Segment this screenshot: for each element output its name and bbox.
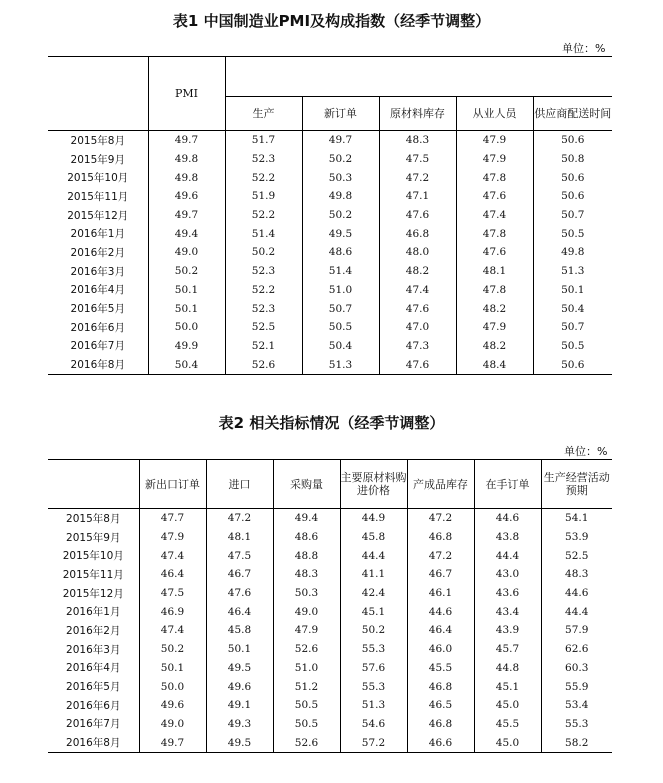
row-month: 2016年7月: [66, 718, 121, 731]
value-cell: 49.7: [302, 131, 379, 150]
table-row: [48, 318, 612, 337]
table1-unit: 单位：%: [562, 42, 606, 55]
value-cell: 49.6: [206, 677, 273, 696]
row-month: 2016年2月: [70, 246, 125, 259]
column-header: 在手订单: [474, 460, 541, 509]
value-cell: 54.6: [340, 715, 407, 734]
row-month: 2016年3月: [66, 643, 121, 656]
table-row: [48, 677, 612, 696]
table2-title: 表2 相关指标情况（经季节调整）: [218, 414, 445, 432]
row-month: 2016年6月: [66, 699, 121, 712]
value-cell: 49.7: [139, 733, 206, 752]
value-cell: 48.3: [541, 565, 612, 584]
value-cell: 45.8: [206, 621, 273, 640]
value-cell: 47.5: [379, 150, 456, 169]
value-cell: 47.2: [407, 509, 474, 528]
value-cell: 46.8: [379, 224, 456, 243]
value-cell: 44.4: [541, 602, 612, 621]
value-cell: 55.9: [541, 677, 612, 696]
value-cell: 44.8: [474, 659, 541, 678]
value-cell: 50.5: [533, 337, 612, 356]
table-row: [48, 337, 612, 356]
pmi-table: [48, 56, 612, 375]
column-header: 生产: [225, 97, 302, 131]
value-cell: 47.6: [379, 299, 456, 318]
value-cell: 47.8: [456, 168, 533, 187]
value-cell: 43.0: [474, 565, 541, 584]
value-cell: 47.9: [456, 150, 533, 169]
value-cell: 48.6: [302, 243, 379, 262]
value-cell: 60.3: [541, 659, 612, 678]
value-cell: 52.5: [225, 318, 302, 337]
row-month: 2016年5月: [70, 303, 125, 316]
row-month: 2015年9月: [66, 531, 121, 544]
table2-unit: 单位：%: [564, 445, 608, 458]
value-cell: 50.4: [533, 299, 612, 318]
value-cell: 53.4: [541, 696, 612, 715]
row-month: 2016年6月: [70, 321, 125, 334]
value-cell: 46.5: [407, 696, 474, 715]
value-cell: 47.9: [456, 318, 533, 337]
value-cell: 44.4: [340, 546, 407, 565]
value-cell: 48.6: [273, 528, 340, 547]
value-cell: 44.9: [340, 509, 407, 528]
value-cell: 42.4: [340, 584, 407, 603]
corner-cell: [48, 460, 139, 509]
value-cell: 43.6: [474, 584, 541, 603]
value-cell: 51.3: [302, 355, 379, 374]
value-cell: 49.0: [148, 243, 225, 262]
value-cell: 50.1: [148, 281, 225, 300]
value-cell: 49.0: [139, 715, 206, 734]
value-cell: 44.6: [474, 509, 541, 528]
value-cell: 45.8: [340, 528, 407, 547]
value-cell: 52.2: [225, 206, 302, 225]
value-cell: 50.0: [148, 318, 225, 337]
table1-title: 表1 中国制造业PMI及构成指数（经季节调整）: [172, 12, 491, 30]
column-header: 主要原材料购进价格: [340, 460, 407, 509]
value-cell: 52.3: [225, 150, 302, 169]
value-cell: 53.9: [541, 528, 612, 547]
value-cell: 49.0: [273, 602, 340, 621]
row-month: 2015年10月: [67, 172, 129, 185]
value-cell: 44.6: [407, 602, 474, 621]
value-cell: 47.4: [139, 621, 206, 640]
row-month: 2016年8月: [70, 359, 125, 372]
value-cell: 49.3: [206, 715, 273, 734]
value-cell: 52.1: [225, 337, 302, 356]
value-cell: 45.0: [474, 696, 541, 715]
value-cell: 45.7: [474, 640, 541, 659]
value-cell: 50.2: [302, 150, 379, 169]
value-cell: 46.7: [407, 565, 474, 584]
value-cell: 52.6: [225, 355, 302, 374]
value-cell: 48.3: [273, 565, 340, 584]
value-cell: 47.6: [379, 206, 456, 225]
value-cell: 51.3: [340, 696, 407, 715]
value-cell: 51.4: [302, 262, 379, 281]
table-row: [48, 733, 612, 752]
value-cell: 51.0: [302, 281, 379, 300]
value-cell: 49.8: [148, 168, 225, 187]
value-cell: 50.1: [206, 640, 273, 659]
value-cell: 44.4: [474, 546, 541, 565]
value-cell: 46.4: [206, 602, 273, 621]
value-cell: 48.1: [456, 262, 533, 281]
value-cell: 47.4: [456, 206, 533, 225]
value-cell: 50.1: [533, 281, 612, 300]
value-cell: 50.3: [273, 584, 340, 603]
value-cell: 50.6: [533, 131, 612, 150]
value-cell: 43.4: [474, 602, 541, 621]
row-month: 2016年5月: [66, 681, 121, 694]
value-cell: 46.4: [407, 621, 474, 640]
value-cell: 47.6: [456, 243, 533, 262]
row-month: 2016年4月: [70, 284, 125, 297]
value-cell: 52.2: [225, 281, 302, 300]
value-cell: 51.3: [533, 262, 612, 281]
value-cell: 49.8: [148, 150, 225, 169]
value-cell: 46.8: [407, 677, 474, 696]
value-cell: 52.3: [225, 262, 302, 281]
value-cell: 47.3: [379, 337, 456, 356]
value-cell: 50.6: [533, 168, 612, 187]
value-cell: 55.3: [340, 677, 407, 696]
value-cell: 52.6: [273, 640, 340, 659]
value-cell: 50.5: [273, 715, 340, 734]
table-row: [48, 150, 612, 169]
value-cell: 58.2: [541, 733, 612, 752]
value-cell: 47.2: [379, 168, 456, 187]
table-row: [48, 206, 612, 225]
value-cell: 47.9: [139, 528, 206, 547]
value-cell: 49.4: [148, 224, 225, 243]
value-cell: 50.1: [148, 299, 225, 318]
table-row: [48, 509, 612, 528]
corner-cell: [48, 57, 148, 131]
value-cell: 47.6: [379, 355, 456, 374]
table-row: [48, 602, 612, 621]
value-cell: 50.0: [139, 677, 206, 696]
column-header: 生产经营活动预期: [541, 460, 612, 509]
value-cell: 48.1: [206, 528, 273, 547]
row-month: 2016年3月: [70, 265, 125, 278]
value-cell: 50.5: [273, 696, 340, 715]
value-cell: 50.5: [302, 318, 379, 337]
value-cell: 54.1: [541, 509, 612, 528]
column-header: 采购量: [273, 460, 340, 509]
value-cell: 57.6: [340, 659, 407, 678]
value-cell: 49.6: [148, 187, 225, 206]
value-cell: 45.1: [340, 602, 407, 621]
value-cell: 49.9: [148, 337, 225, 356]
value-cell: 46.1: [407, 584, 474, 603]
row-month: 2015年10月: [62, 550, 124, 563]
value-cell: 48.0: [379, 243, 456, 262]
value-cell: 48.4: [456, 355, 533, 374]
table-row: [48, 299, 612, 318]
value-cell: 46.8: [407, 715, 474, 734]
value-cell: 50.2: [225, 243, 302, 262]
value-cell: 50.6: [533, 355, 612, 374]
value-cell: 55.3: [340, 640, 407, 659]
value-cell: 52.2: [225, 168, 302, 187]
value-cell: 55.3: [541, 715, 612, 734]
column-header: 新出口订单: [139, 460, 206, 509]
value-cell: 46.9: [139, 602, 206, 621]
value-cell: 43.8: [474, 528, 541, 547]
value-cell: 50.2: [340, 621, 407, 640]
value-cell: 50.3: [302, 168, 379, 187]
value-cell: 45.0: [474, 733, 541, 752]
value-cell: 50.7: [302, 299, 379, 318]
value-cell: 49.5: [206, 659, 273, 678]
value-cell: 50.2: [302, 206, 379, 225]
value-cell: 51.9: [225, 187, 302, 206]
value-cell: 50.2: [139, 640, 206, 659]
value-cell: 51.4: [225, 224, 302, 243]
value-cell: 50.7: [533, 206, 612, 225]
value-cell: 47.7: [139, 509, 206, 528]
value-cell: 47.1: [379, 187, 456, 206]
table-row: [48, 168, 612, 187]
row-month: 2015年11月: [67, 190, 129, 203]
value-cell: 49.5: [302, 224, 379, 243]
row-month: 2015年12月: [67, 209, 129, 222]
value-cell: 52.6: [273, 733, 340, 752]
value-cell: 47.2: [206, 509, 273, 528]
value-cell: 47.0: [379, 318, 456, 337]
row-month: 2016年1月: [66, 606, 121, 619]
table-row: [48, 659, 612, 678]
value-cell: 47.9: [273, 621, 340, 640]
table-row: [48, 243, 612, 262]
value-cell: 47.6: [456, 187, 533, 206]
table-row: [48, 281, 612, 300]
value-cell: 49.5: [206, 733, 273, 752]
value-cell: 48.2: [456, 299, 533, 318]
value-cell: 49.7: [148, 131, 225, 150]
table-row: [48, 262, 612, 281]
value-cell: 50.5: [533, 224, 612, 243]
value-cell: 47.9: [456, 131, 533, 150]
value-cell: 46.8: [407, 528, 474, 547]
column-header: 供应商配送时间: [533, 97, 612, 131]
value-cell: 48.2: [379, 262, 456, 281]
row-month: 2015年9月: [70, 153, 125, 166]
table-row: [48, 131, 612, 150]
row-month: 2015年8月: [66, 512, 121, 525]
header-spacer: [225, 57, 612, 97]
table-row: [48, 584, 612, 603]
value-cell: 47.5: [139, 584, 206, 603]
value-cell: 47.2: [407, 546, 474, 565]
table-row: [48, 224, 612, 243]
table-row: [48, 355, 612, 374]
table-row: [48, 528, 612, 547]
row-month: 2016年7月: [70, 340, 125, 353]
value-cell: 46.7: [206, 565, 273, 584]
value-cell: 50.4: [302, 337, 379, 356]
value-cell: 48.2: [456, 337, 533, 356]
table-row: [48, 187, 612, 206]
value-cell: 45.5: [474, 715, 541, 734]
value-cell: 43.9: [474, 621, 541, 640]
value-cell: 46.4: [139, 565, 206, 584]
related-indicators-table: [48, 459, 612, 753]
table-row: [48, 565, 612, 584]
table-row: [48, 715, 612, 734]
column-header: PMI: [148, 57, 225, 131]
value-cell: 50.8: [533, 150, 612, 169]
value-cell: 46.0: [407, 640, 474, 659]
row-month: 2016年8月: [66, 737, 121, 750]
value-cell: 41.1: [340, 565, 407, 584]
value-cell: 50.4: [148, 355, 225, 374]
value-cell: 57.2: [340, 733, 407, 752]
value-cell: 48.8: [273, 546, 340, 565]
value-cell: 57.9: [541, 621, 612, 640]
column-header: 原材料库存: [379, 97, 456, 131]
value-cell: 52.3: [225, 299, 302, 318]
value-cell: 47.4: [379, 281, 456, 300]
value-cell: 50.7: [533, 318, 612, 337]
value-cell: 51.7: [225, 131, 302, 150]
value-cell: 50.6: [533, 187, 612, 206]
value-cell: 62.6: [541, 640, 612, 659]
column-header: 进口: [206, 460, 273, 509]
value-cell: 46.6: [407, 733, 474, 752]
table-row: [48, 640, 612, 659]
value-cell: 47.8: [456, 224, 533, 243]
value-cell: 51.0: [273, 659, 340, 678]
value-cell: 45.1: [474, 677, 541, 696]
row-month: 2016年1月: [70, 228, 125, 241]
row-month: 2016年4月: [66, 662, 121, 675]
value-cell: 49.8: [302, 187, 379, 206]
value-cell: 49.1: [206, 696, 273, 715]
value-cell: 49.6: [139, 696, 206, 715]
value-cell: 47.4: [139, 546, 206, 565]
value-cell: 52.5: [541, 546, 612, 565]
table-row: [48, 621, 612, 640]
value-cell: 47.5: [206, 546, 273, 565]
row-month: 2016年2月: [66, 624, 121, 637]
column-header: 从业人员: [456, 97, 533, 131]
value-cell: 50.1: [139, 659, 206, 678]
value-cell: 51.2: [273, 677, 340, 696]
value-cell: 49.8: [533, 243, 612, 262]
row-month: 2015年12月: [62, 587, 124, 600]
value-cell: 49.4: [273, 509, 340, 528]
column-header: 产成品库存: [407, 460, 474, 509]
row-month: 2015年8月: [70, 134, 125, 147]
value-cell: 47.8: [456, 281, 533, 300]
table-row: [48, 546, 612, 565]
value-cell: 49.7: [148, 206, 225, 225]
row-month: 2015年11月: [62, 568, 124, 581]
value-cell: 50.2: [148, 262, 225, 281]
value-cell: 45.5: [407, 659, 474, 678]
value-cell: 44.6: [541, 584, 612, 603]
column-header: 新订单: [302, 97, 379, 131]
table-row: [48, 696, 612, 715]
value-cell: 47.6: [206, 584, 273, 603]
value-cell: 48.3: [379, 131, 456, 150]
